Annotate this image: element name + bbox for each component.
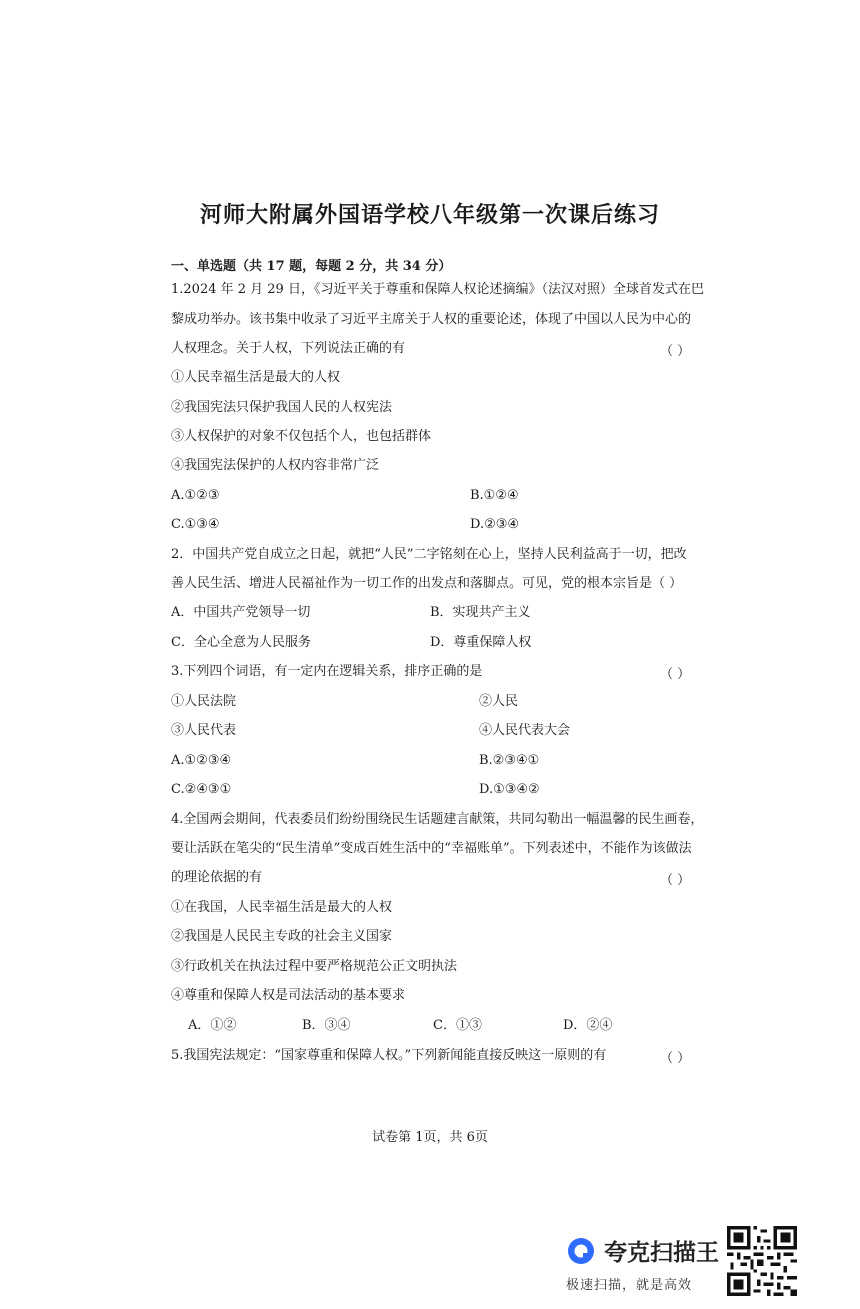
- q4-option-d: D．②④: [563, 1018, 613, 1033]
- watermark-title: 夸克扫描王: [604, 1240, 719, 1266]
- qr-code-icon: [727, 1226, 797, 1296]
- q2-option-b: B．实现共产主义: [430, 605, 531, 620]
- q3-answer-blank: （ ）: [660, 667, 691, 682]
- q1-answer-blank: （ ）: [660, 344, 691, 359]
- q2-stem-line2: 善人民生活、增进人民福祉作为一切工作的出发点和落脚点。可见，党的根本宗旨是（ ）: [171, 576, 683, 591]
- q1-stem-line3: 人权理念。关于人权，下列说法正确的有: [171, 341, 406, 356]
- q2-option-a: A．中国共产党领导一切: [171, 605, 311, 620]
- q1-statement-2: ②我国宪法只保护我国人民的人权宪法: [171, 400, 393, 415]
- q1-statement-1: ①人民幸福生活是最大的人权: [171, 370, 341, 385]
- q1-option-c: C.①③④: [171, 517, 220, 532]
- q1-option-b: B.①②④: [470, 488, 519, 503]
- q3-item-4: ④人民代表大会: [479, 723, 571, 738]
- watermark-subtitle: 极速扫描，就是高效: [566, 1278, 693, 1293]
- q5-answer-blank: （ ）: [660, 1051, 691, 1066]
- q1-statement-4: ④我国宪法保护的人权内容非常广泛: [171, 458, 380, 473]
- q1-option-d: D.②③④: [470, 517, 520, 532]
- quark-logo-icon: [566, 1236, 596, 1266]
- q4-option-b: B．③④: [302, 1018, 351, 1033]
- q1-option-a: A.①②③: [171, 488, 220, 503]
- q4-option-a: A．①②: [188, 1018, 237, 1033]
- q1-statement-3: ③人权保护的对象不仅包括个人，也包括群体: [171, 429, 432, 444]
- q3-item-3: ③人民代表: [171, 723, 237, 738]
- q4-answer-blank: （ ）: [660, 873, 691, 888]
- q4-statement-1: ①在我国，人民幸福生活是最大的人权: [171, 900, 393, 915]
- q3-stem-line1: 3.下列四个词语，有一定内在逻辑关系，排序正确的是: [171, 664, 483, 679]
- q4-stem-line1: 4.全国两会期间，代表委员们纷纷围绕民生话题建言献策，共同勾勒出一幅温馨的民生画卷，: [171, 812, 704, 827]
- q1-stem-line1: 1.2024 年 2 月 29 日，《习近平关于尊重和保障人权论述摘编》（法汉对照）全球首发式在巴: [171, 282, 704, 297]
- q3-option-a: A.①②③④: [171, 753, 232, 768]
- q4-statement-2: ②我国是人民民主专政的社会主义国家: [171, 929, 393, 944]
- q3-item-1: ①人民法院: [171, 694, 237, 709]
- q3-option-d: D.①③④②: [479, 782, 540, 797]
- section-heading: 一、单选题（共 17 题，每题 2 分，共 34 分）: [171, 259, 452, 274]
- q1-stem-line2: 黎成功举办。该书集中收录了习近平主席关于人权的重要论述，体现了中国以人民为中心的: [171, 312, 692, 327]
- q2-option-d: D．尊重保障人权: [430, 635, 532, 650]
- q4-statement-4: ④尊重和保障人权是司法活动的基本要求: [171, 988, 406, 1003]
- page-footer: 试卷第 1页，共 6页: [372, 1130, 488, 1145]
- q4-option-c: C．①③: [433, 1018, 482, 1033]
- q4-statement-3: ③行政机关在执法过程中要严格规范公正文明执法: [171, 959, 458, 974]
- q2-option-c: C．全心全意为人民服务: [171, 635, 311, 650]
- q4-stem-line3: 的理论依据的有: [171, 870, 263, 885]
- q3-option-b: B.②③④①: [479, 753, 540, 768]
- q2-stem-line1: 2．中国共产党自成立之日起，就把“人民”二字铭刻在心上，坚持人民利益高于一切，把改: [171, 547, 687, 562]
- q3-option-c: C.②④③①: [171, 782, 232, 797]
- q3-item-2: ②人民: [479, 694, 519, 709]
- q4-stem-line2: 要让活跃在笔尖的“民生清单”变成百姓生活中的“幸福账单”。下列表述中，不能作为该做法: [171, 841, 692, 856]
- q5-stem-line1: 5.我国宪法规定：“国家尊重和保障人权。”下列新闻能直接反映这一原则的有: [171, 1048, 607, 1063]
- page-title: 河师大附属外国语学校八年级第一次课后练习: [199, 202, 660, 228]
